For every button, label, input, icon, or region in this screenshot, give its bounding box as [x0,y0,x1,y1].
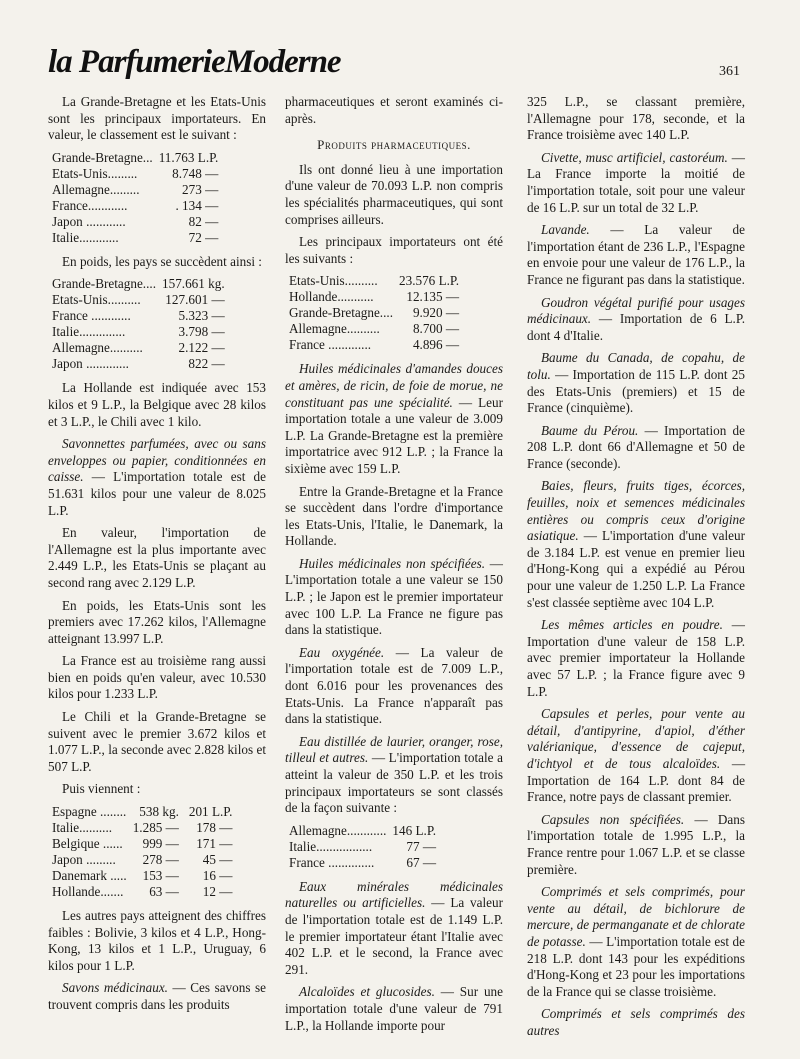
paragraph: Ils ont donné lieu à une importation d'une valeur de 70.093 L.P. non compris les spécialités pharmaceutiques, qui sont comprises ailleurs. [285,161,503,227]
item-text: — L'importation d'une valeur de 3.184 L.P. est venue en premier lieu d'Hong-Kong qui a expédié au Pérou pour une valeur de 1.250 L.P. La France s'est classée septième avec 104 L.P. [527,528,745,610]
item-title: Capsules et perles, pour vente au détail, d'antipyrine, d'apiol, d'éther valérianique, d'essence de cajeput, d'ichtyol et de tous alcaloïdes. [527,706,745,771]
table-cell-label: France ............ [52,308,131,324]
table-cell-value: 822 — [188,356,225,372]
value-table [48,150,218,246]
table-cell-value: 157.661 kg. [162,276,225,292]
item-text: — Importation de 164 L.P. dont 84 de France, notre pays de classant premier. [527,755,746,805]
table-cell-label: Allemagne.......... [289,321,380,337]
table-cell-label: Allemagne............ [289,822,387,838]
item-text: — Importation de 115 L.P. dont 25 des Etats-Unis (premiers) et 15 de France (cinquième). [527,366,745,416]
table-cell-label: Italie................. [289,838,373,854]
table-cell-value: 278 — [142,852,179,868]
table-cell-label: France ............. [289,337,372,353]
item-title: Huiles médicinales non spécifiées. [299,555,486,571]
table-cell-value: 72 — [188,229,219,245]
table-cell-value: 8.748 — [172,165,219,181]
item-title: Baies, fleurs, fruits tiges, écorces, feuilles, noix et semences médicinales entières ou compris ceux d'origine asiatique. [527,478,745,544]
paragraph [527,350,745,416]
table-row [48,852,232,868]
table-cell-value: 16 — [202,868,233,884]
table-cell-value: 12 — [202,884,233,900]
item-title: Eaux minérales médicinales naturelles ou artificielles. [285,878,503,911]
table-row [48,324,225,340]
table-cell-label: Hollande........... [289,289,374,305]
item-text: — Sur une importation totale d'une valeur de 791 L.P., la Hollande importe pour [285,984,503,1033]
item-title: Comprimés et sels comprimés des autres [527,1006,745,1038]
column-3 [527,94,745,1045]
paragraph: 325 L.P., se classant première, l'Allemagne pour 178, seconde, et la France troisième avec 140 L.P. [527,94,745,143]
table-cell-value: 153 — [142,868,179,884]
table-cell-value: 11.763 L.P. [158,149,219,165]
table-cell-value: 45 — [202,852,233,868]
paragraph: En poids, les pays se succèdent ainsi : [62,253,262,269]
table-row [285,839,436,855]
table-row [48,230,218,246]
paragraph: Le Chili et la Grande-Bretagne se suivent avec le premier 3.672 kilos et 1.077 L.P., la seconde avec 2.828 kilos et 507 L.P. [48,709,266,774]
table-cell-value: 171 — [196,836,233,852]
column-1 [48,94,266,1020]
table-row [48,292,225,308]
paragraph: En poids, les Etats-Unis sont les premiers avec 17.262 kilos, l'Allemagne atteignant 13.997 L.P. [48,597,266,646]
table-row [48,166,218,182]
page-header [0,0,800,90]
paragraph [527,1006,745,1039]
item-title: Alcaloïdes et glucosides. [299,984,435,1000]
distilled-water-table [285,823,436,871]
paragraph [527,222,745,288]
table-cell-value: 3.798 — [178,324,225,340]
item-title: Baume du Canada, de copahu, de tolu. [527,350,745,382]
table-row [48,276,225,292]
item-text: — Importation de 6 L.P. dont 4 d'Italie. [527,311,745,343]
table-cell-label: Grande-Bretagne... [52,149,153,165]
item-text: — Importation de 208 L.P. dont 66 d'Allemagne et 50 de France (seconde). [527,422,745,471]
table-cell-label: Hollande....... [52,884,124,900]
paragraph: Entre la Grande-Bretagne et la France se succèdent dans l'ordre d'importance les Etats-Unis, l'Italie, le Danemark, la Hollande. [285,483,503,549]
table-row [48,182,218,198]
table-row [48,884,232,900]
table-row [48,868,232,884]
table-cell-value: . 134 — [175,197,219,213]
item-title: Les mêmes articles en poudre. [541,617,723,633]
paragraph: La Grande-Bretagne et les Etats-Unis sont les principaux importateurs. En valeur, le classement est le suivant : [48,94,266,143]
paragraph [527,295,745,345]
section-heading: Produits pharmaceutiques. [317,137,471,153]
page-number: 361 [719,64,740,79]
item-text: — La valeur de l'importation étant de 236 L.P., l'Espagne en envoie pour une valeur de 176 L.P., la France ne figurant pas dans la statistique. [527,222,745,287]
item-title: Lavande. [541,222,590,238]
paragraph [285,645,503,728]
table-cell-value: 273 — [182,181,219,197]
paragraph [527,478,745,611]
table-cell-label: Japon ......... [52,852,116,868]
table-row [285,855,436,871]
table-row [285,305,459,321]
item-title: Comprimés et sels comprimés, pour vente au détail, de bichlorure de mercure, de permanganate et de chlorate de potasse. [527,884,745,949]
table-row [285,273,459,289]
paragraph [48,436,266,519]
paragraph [527,884,745,1000]
item-title: Capsules non spécifiées. [541,811,685,827]
table-cell-value: 127.601 — [165,292,225,308]
paragraph [285,556,503,639]
table-cell-label: Etats-Unis.......... [289,273,378,289]
paragraph [285,984,503,1034]
paragraph: La Hollande est indiquée avec 153 kilos et 9 L.P., la Belgique avec 28 kilos et 3 L.P., le Chili avec 1 kilo. [48,380,266,429]
item-title: Savons médicinaux. [62,980,168,996]
table-row [48,308,225,324]
table-cell-label: Japon ............. [52,356,129,372]
table-cell-label: Grande-Bretagne.... [52,276,156,292]
paragraph [285,361,503,477]
table-cell-label: Italie.......... [52,820,113,836]
table-cell-value: 8.700 — [412,321,460,337]
item-text: — L'importation totale est de 51.631 kilos pour une valeur de 8.025 L.P. [48,469,266,518]
table-cell-value: 4.896 — [412,337,460,353]
table-cell-label: Etats-Unis.......... [52,292,141,308]
country-table [48,804,232,900]
item-text: — Importation d'une valeur de 158 L.P. avec premier importateur la Hollande avec 57 L.P. ; la France figure avec 9 L.P. [527,617,745,699]
table-row [48,340,225,356]
item-title: Goudron végétal purifié pour usages médicinaux. [527,294,745,327]
table-cell-label: France............ [52,197,128,213]
table-cell-label: Italie............ [52,229,119,245]
table-cell-label: Italie.............. [52,324,126,340]
table-cell-value: 9.920 — [412,305,460,321]
paragraph: En valeur, l'importation de l'Allemagne est la plus importante avec 2.449 L.P., les Etats-Unis se plaçant au second rang avec 2.129 L.P. [48,525,266,590]
item-title: Baume du Pérou. [541,422,639,438]
paragraph: Les autres pays atteignent des chiffres faibles : Bolivie, 3 kilos et 4 L.P., Hong-Kong, 13 kilos et 1 L.P., Uruguay, 6 kilos pour 1 L.P. [48,908,266,973]
table-cell-value: 146 L.P. [392,822,437,838]
table-row [48,150,218,166]
item-title: Huiles médicinales d'amandes douces et amères, de ricin, de foie de morue, ne constituant pas une spécialité. [285,361,503,410]
table-cell-label: Grande-Bretagne.... [289,305,393,321]
paragraph: pharmaceutiques et seront examinés ci-après. [285,94,503,126]
table-row [48,804,232,820]
item-text: — L'importation totale a une valeur se 150 L.P. ; le Japon est le premier importateur avec 100 L.P. La France ne figure pas dans la statistique. [285,555,503,638]
item-text: — La valeur de l'importation totale est de 1.149 L.P. le premier importateur étant l'Italie avec 402 L.P. et le second, la France avec 291. [285,895,503,977]
table-cell-label: Belgique ...... [52,836,123,852]
item-title: Eau distillée de laurier, oranger, rose, tilleul et autres. [285,733,503,766]
paragraph: La France est au troisième rang aussi bien en poids qu'en valeur, avec 10.530 kilos pour 1.233 L.P. [48,653,266,702]
table-row [48,820,232,836]
importers-table [285,273,459,353]
table-cell-value: 77 — [406,838,437,854]
table-cell-label: Espagne ........ [52,804,127,820]
table-cell-value: 12.135 — [406,289,460,305]
item-text: — La valeur de l'importation totale est de 7.009 L.P., dont 6.016 pour les provenances des Etats-Unis. La France n'apparaît pas dans la statistique. [285,644,503,727]
weight-table [48,276,225,372]
table-cell-label: Etats-Unis......... [52,165,138,181]
paragraph [527,150,745,216]
table-cell-value: 999 — [142,836,179,852]
table-row [285,823,436,839]
table-row [48,356,225,372]
table-row [285,321,459,337]
table-row [285,337,459,353]
table-row [285,289,459,305]
magazine-logo: la ParfumerieModerne [48,44,341,80]
paragraph: Les principaux importateurs ont été les suivants : [285,234,503,266]
paragraph [527,617,745,700]
item-text: — L'importation totale est de 218 L.P. dont 143 pour les expéditions d'Hong-Kong et 23 pour les importations de la France qui se classe troisième. [527,933,746,999]
item-title: Savonnettes parfumées, avec ou sans enveloppes ou papier, conditionnées en caisse. [48,436,266,485]
table-row [48,198,218,214]
item-text: — Dans l'importation totale de 1.995 L.P., la France rentre pour 1.067 L.P. et se classe première. [527,811,745,877]
paragraph [527,423,745,473]
item-text: — Leur importation totale a une valeur de 3.009 L.P. La Grande-Bretagne est la première importatrice avec 912 L.P. ; la France la sixième avec 159 L.P. [285,394,503,476]
table-cell-value: 67 — [406,854,437,870]
table-row [48,836,232,852]
table-cell-value: 538 kg. [139,804,179,820]
table-cell-value: 1.285 — [132,820,179,836]
paragraph [527,812,745,878]
table-cell-value: 178 — [196,820,233,836]
paragraph [527,706,745,806]
table-cell-value: 2.122 — [178,340,225,356]
table-cell-label: Danemark ..... [52,868,127,884]
paragraph [48,980,266,1013]
table-cell-value: 63 — [149,884,179,900]
table-cell-label: Allemagne.......... [52,340,143,356]
table-cell-value: 23.576 L.P. [399,273,460,289]
paragraph [285,734,503,817]
item-text: — La France importe la moitié de l'importation totale, soit pour une valeur de 16 L.P. sur un total de 32 L.P. [527,149,745,215]
item-text: — L'importation totale a atteint la valeur de 350 L.P. et les trois principaux importateurs se sont classés de la façon suivante : [285,750,503,816]
table-cell-label: Allemagne......... [52,181,140,197]
paragraph [285,879,503,979]
item-title: Civette, musc artificiel, castoréum. [541,149,728,165]
table-cell-label: France .............. [289,854,375,870]
table-row [48,214,218,230]
table-cell-value: 5.323 — [178,308,225,324]
paragraph: Puis viennent : [62,781,141,797]
item-title: Eau oxygénée. [299,644,385,660]
column-2 [285,94,503,1040]
table-cell-value: 82 — [188,213,219,229]
item-text: — Ces savons se trouvent compris dans les produits [48,980,266,1012]
table-cell-value: 201 L.P. [188,804,233,820]
table-cell-label: Japon ............ [52,213,126,229]
